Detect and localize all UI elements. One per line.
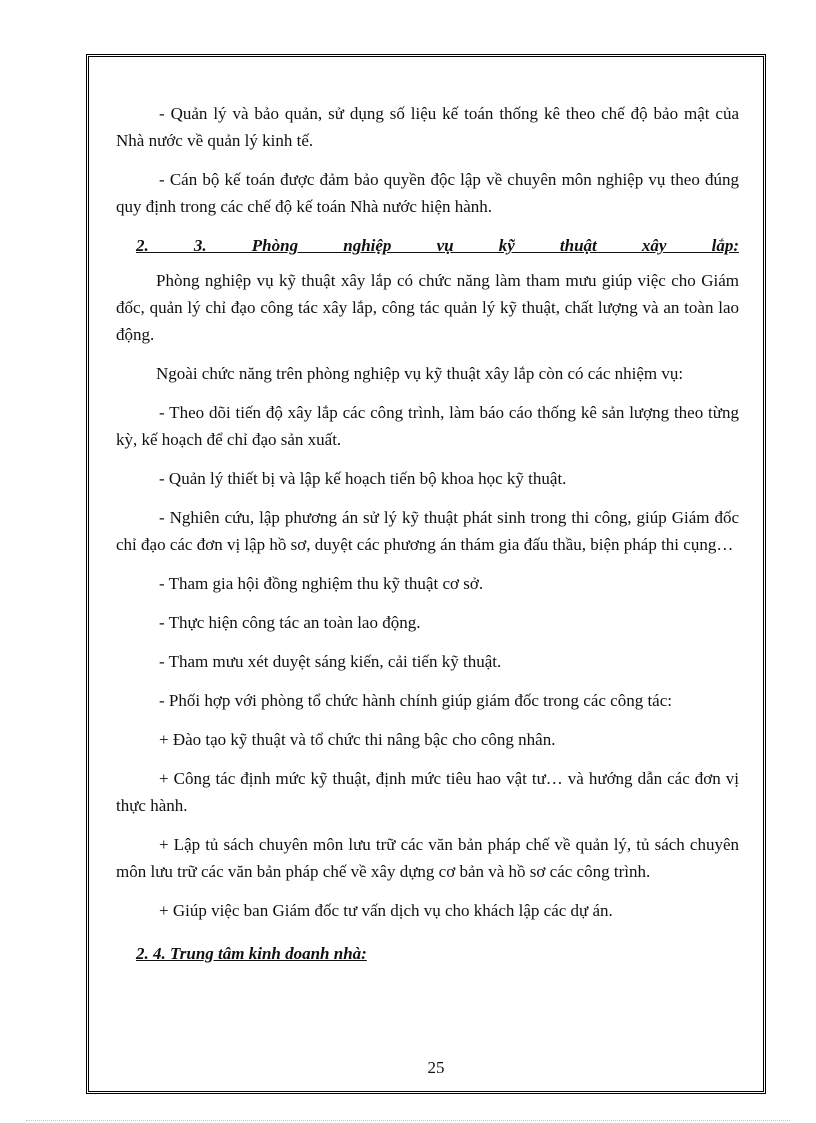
list-item: - Tham gia hội đồng nghiệm thu kỹ thuật cơ sở. — [159, 574, 484, 593]
sub-list-item: + Giúp việc ban Giám đốc tư vấn dịch vụ cho khách lập các dự án. — [159, 901, 613, 920]
paragraph: - Cán bộ kế toán được đảm bảo quyền độc lập về chuyên môn nghiệp vụ theo đúng quy định trong các chế độ kế toán Nhà nước hiện hành. — [116, 170, 739, 216]
sub-list-item: + Công tác định mức kỹ thuật, định mức tiêu hao vật tư… và hướng dẫn các đơn vị thực hành. — [116, 769, 739, 815]
list-item: - Tham mưu xét duyệt sáng kiến, cải tiến kỹ thuật. — [159, 652, 502, 671]
paragraph: Ngoài chức năng trên phòng nghiệp vụ kỹ thuật xây lắp còn có các nhiệm vụ: — [156, 364, 684, 383]
page-number: 25 — [427, 1058, 445, 1077]
section-heading: 2. 4. Trung tâm kinh doanh nhà: — [136, 944, 367, 963]
sub-list-item: + Lập tủ sách chuyên môn lưu trữ các văn bản pháp chế về quản lý, tủ sách chuyên môn lưu trữ các văn bản pháp chế về xây dựng cơ bản và hồ sơ các công trình. — [116, 835, 739, 881]
section-heading: 2. 3. Phòng nghiệp vụ kỹ thuật xây lắp: — [136, 236, 739, 255]
list-item: - Phối hợp với phòng tổ chức hành chính giúp giám đốc trong các công tác: — [159, 691, 672, 710]
document-body — [116, 100, 739, 967]
list-item: - Thực hiện công tác an toàn lao động. — [159, 613, 421, 632]
footer-divider — [26, 1120, 790, 1121]
paragraph: - Quản lý và bảo quản, sử dụng số liệu kế toán thống kê theo chế độ bảo mật của Nhà nước về quản lý kinh tế. — [116, 104, 739, 150]
list-item: - Theo dõi tiến độ xây lắp các công trình, làm báo cáo thống kê sản lượng theo từng kỳ, kế hoạch để chỉ đạo sản xuất. — [116, 403, 739, 449]
list-item: - Quản lý thiết bị và lập kế hoạch tiến bộ khoa học kỹ thuật. — [159, 469, 567, 488]
sub-list-item: + Đào tạo kỹ thuật và tổ chức thi nâng bậc cho công nhân. — [159, 730, 556, 749]
paragraph: Phòng nghiệp vụ kỹ thuật xây lắp có chức năng làm tham mưu giúp việc cho Giám đốc, quản lý chỉ đạo công tác xây lắp, công tác quản lý kỹ thuật, chất lượng và an toàn lao động. — [116, 271, 739, 344]
list-item: - Nghiên cứu, lập phương án sử lý kỹ thuật phát sinh trong thi công, giúp Giám đốc chỉ đạo các đơn vị lập hồ sơ, duyệt các phương án thám gia đấu thầu, biện pháp thi cụng… — [116, 508, 739, 554]
